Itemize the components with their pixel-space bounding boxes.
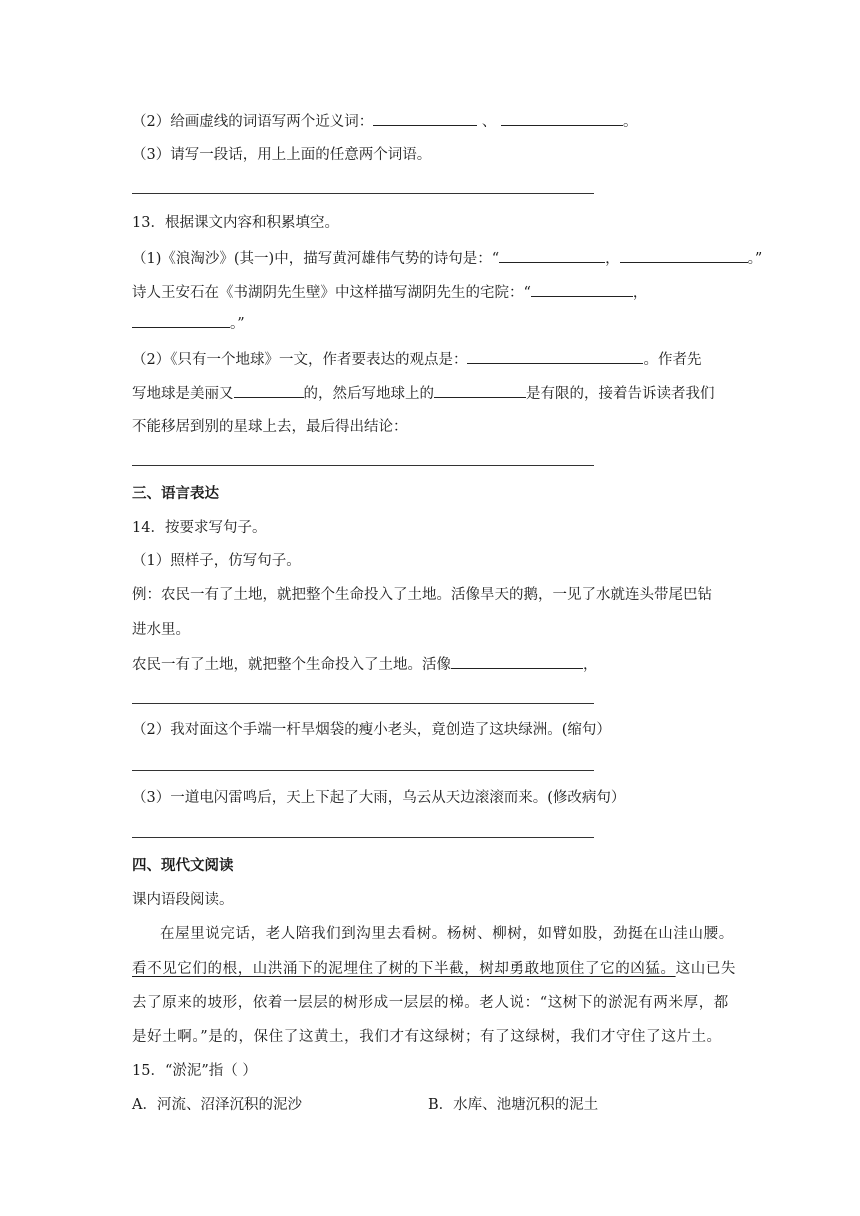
period: 。” bbox=[230, 316, 245, 332]
q13-part1-b bbox=[132, 282, 647, 303]
separator: 、 bbox=[481, 114, 497, 130]
section4-heading: 四、现代文阅读 bbox=[132, 857, 234, 874]
period: 。” bbox=[747, 251, 763, 267]
q15-option-a[interactable]: A．河流、沼泽沉积的泥沙 bbox=[132, 1097, 302, 1113]
q13-part2-c: 不能移居到别的星球上去，最后得出结论： bbox=[132, 419, 408, 435]
section3-heading: 三、语言表达 bbox=[132, 485, 219, 502]
q14-part1: （1）照样子，仿写句子。 bbox=[132, 553, 301, 569]
answer-line[interactable] bbox=[132, 703, 594, 704]
reading-intro: 课内语段阅读。 bbox=[132, 892, 234, 908]
q14-title: 14．按要求写句子。 bbox=[132, 520, 267, 536]
q12-part3: （3）请写一段话，用上上面的任意两个词语。 bbox=[132, 147, 432, 163]
passage-line: 去了原来的坡形，依着一层层的树形成一层层的梯。老人说：“这树下的淤泥有两米厚，都 bbox=[132, 995, 729, 1011]
underlined-sentence: 看不见它们的根，山洪涌下的泥埋住了树的下半截，树却勇敢地顶住了它的凶猛。 bbox=[132, 961, 676, 977]
passage-line: 在屋里说完话，老人陪我们到沟里去看树。杨树、柳树，如臂如股，劲挺在山洼山腰。 bbox=[160, 926, 734, 942]
answer-line[interactable] bbox=[132, 837, 594, 838]
q12-part2-text: （2）给画虚线的词语写两个近义词： bbox=[132, 114, 374, 130]
comma: ， bbox=[632, 285, 648, 301]
answer-line[interactable] bbox=[132, 770, 594, 771]
q15-option-b[interactable]: B．水库、池塘沉积的泥土 bbox=[428, 1097, 599, 1113]
answer-blank[interactable] bbox=[373, 111, 477, 126]
q14-example-a: 例：农民一有了土地，就把整个生命投入了土地。活像旱天的鹅，一见了水就连头带尾巴钻 bbox=[132, 587, 712, 603]
passage-text: 这山已失 bbox=[675, 961, 737, 977]
comma: ， bbox=[583, 657, 598, 673]
q13-part2-text-b: 。作者先 bbox=[643, 352, 702, 368]
q13-part1-c bbox=[132, 313, 245, 334]
answer-blank[interactable] bbox=[620, 248, 748, 263]
q13-part2-b-text: 写地球是美丽又 bbox=[132, 386, 234, 402]
q13-part2-text: （2）《只有一个地球》一文，作者要表达的观点是： bbox=[132, 352, 468, 368]
answer-blank[interactable] bbox=[234, 383, 304, 398]
answer-blank[interactable] bbox=[499, 248, 605, 263]
q14-imitate bbox=[132, 654, 598, 675]
q12-part2 bbox=[132, 111, 637, 132]
q14-imitate-text: 农民一有了土地，就把整个生命投入了土地。活像 bbox=[132, 657, 451, 673]
q13-part2-b-text2: 的，然后写地球上的 bbox=[303, 386, 434, 402]
q13-part1-b-text: 诗人王安石在《书湖阴先生壁》中这样描写湖阴先生的宅院：“ bbox=[132, 285, 531, 301]
q13-part2-b bbox=[132, 383, 715, 404]
passage-line: 是好土啊。”是的，保住了这黄土，我们才有这绿树；有了这绿树，我们才守住了这片土。 bbox=[132, 1029, 722, 1045]
q14-part3: （3）一道电闪雷鸣后，天上下起了大雨，乌云从天边滚滚而来。(修改病句） bbox=[132, 790, 626, 806]
passage-line bbox=[132, 959, 736, 979]
answer-blank[interactable] bbox=[451, 654, 583, 669]
q13-part1 bbox=[132, 248, 762, 269]
answer-blank[interactable] bbox=[132, 313, 230, 328]
answer-blank[interactable] bbox=[467, 349, 643, 364]
answer-blank[interactable] bbox=[501, 111, 623, 126]
period: 。 bbox=[622, 114, 638, 130]
q13-part2-b-text3: 是有限的，接着告诉读者我们 bbox=[526, 386, 715, 402]
q15-question: 15．“淤泥”指（ ） bbox=[132, 1063, 257, 1079]
answer-line[interactable] bbox=[132, 465, 594, 466]
answer-blank[interactable] bbox=[531, 282, 633, 297]
q13-title: 13．根据课文内容和积累填空。 bbox=[132, 215, 339, 231]
answer-line[interactable] bbox=[132, 193, 594, 194]
comma: ， bbox=[605, 251, 620, 267]
q14-example-b: 进水里。 bbox=[132, 622, 190, 638]
answer-blank[interactable] bbox=[434, 383, 526, 398]
q13-part2 bbox=[132, 349, 701, 370]
q14-part2: （2）我对面这个手端一杆旱烟袋的瘦小老头，竟创造了这块绿洲。(缩句） bbox=[132, 722, 611, 738]
q13-part1-text: （1)《浪淘沙》(其一)中，描写黄河雄伟气势的诗句是：“ bbox=[132, 251, 500, 267]
